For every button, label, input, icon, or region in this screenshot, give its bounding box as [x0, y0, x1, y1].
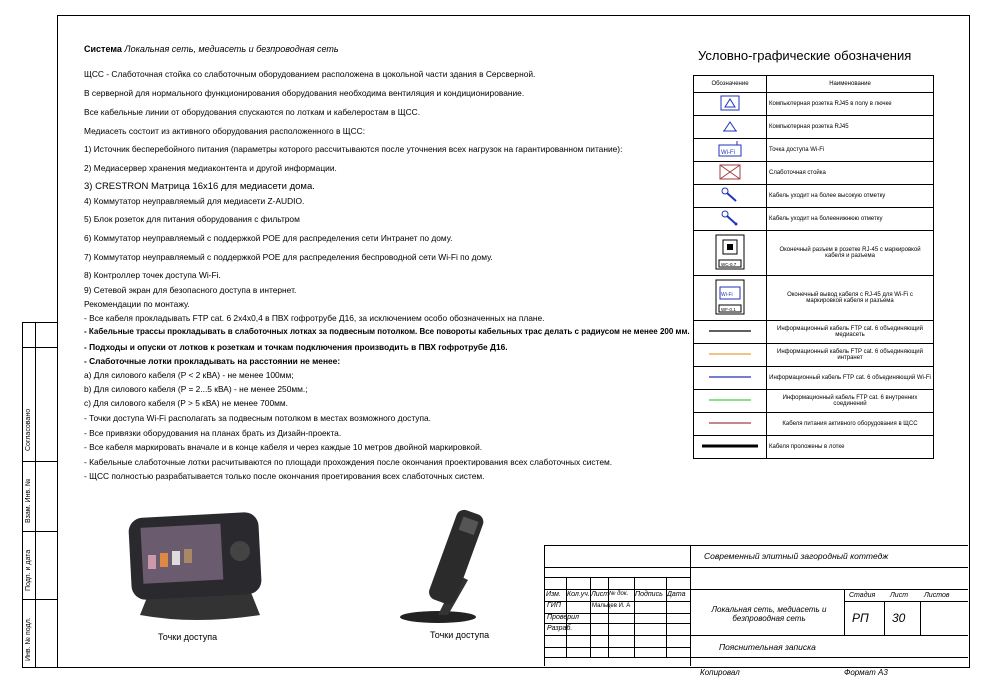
- approved-label: Согласовано: [25, 408, 32, 451]
- rack-icon: [694, 162, 767, 185]
- system-label: Система: [84, 44, 122, 54]
- body-line: - Все кабеля маркировать вначале и в конце кабеля и через каждые 10 метров двойной маркировкой.: [84, 442, 483, 452]
- legend-item-name: Кабель уходит на болеенижнюю отметку: [767, 208, 934, 231]
- legend-row: [694, 116, 934, 139]
- hdr-list: Лист: [591, 591, 610, 598]
- cable-line: [694, 367, 767, 390]
- body-line: 8) Контроллер точек доступа Wi-Fi.: [84, 270, 221, 280]
- body-line: ЩСС - Слаботочная стойка со слаботочным оборудованием расположена в цокольной части здания в Серсверной.: [84, 69, 536, 79]
- cable-down-icon: [694, 208, 767, 231]
- body-line: 7) Коммутатор неуправляемый с поддержкой POE для распределения беспроводной сети Wi-Fi по дому.: [84, 252, 493, 262]
- left-stamp-strip: [22, 322, 58, 668]
- legend-row: [694, 231, 934, 276]
- legend-item-name: Оконечный разъем в розетке RJ-45 с маркировкой кабеля и разъема: [767, 231, 934, 276]
- legend-row: [694, 208, 934, 231]
- cable-line: [694, 413, 767, 436]
- body-line: - Подходы и опуски от лотков к розеткам и точкам подключения производить в ПВХ гофротрубе Д16.: [84, 342, 508, 352]
- sheet-value: 30: [892, 611, 906, 625]
- legend-col-symbol: Обозначение: [694, 76, 767, 93]
- terminal-wifi-icon: [694, 276, 767, 321]
- body-line: a) Для силового кабеля (P < 2 кВА) - не менее 100мм;: [84, 370, 294, 380]
- wifi-access-point-icon: [694, 139, 767, 162]
- section-title: Локальная сеть, медиасеть и безпроводная сеть: [711, 605, 827, 623]
- hdr-kol: Кол.уч.: [567, 591, 590, 598]
- legend-item-name: Кабеля питания активного оборудования в ЩСС: [767, 413, 934, 436]
- body-line: 1) Источник бесперебойного питания (параметры которого рассчитываются после уточнения всех нагрузок на гарантированном питание):: [84, 144, 623, 154]
- legend-item-name: Компьютерная розетка RJ45: [767, 116, 934, 139]
- body-line: c) Для силового кабеля (P > 5 кВА) не менее 700мм.: [84, 398, 288, 408]
- touch-panel-image: [120, 505, 270, 627]
- legend-item-name: Информационный кабель FTP cat. 6 внутренних соединений: [767, 390, 934, 413]
- body-line: b) Для силового кабеля (P = 2...5 кВА) - не менее 250мм.;: [84, 384, 308, 394]
- body-line: 3) CRESTRON Матрица 16x16 для медиасети дома.: [84, 181, 315, 192]
- cable-line: [694, 321, 767, 344]
- legend-item-name: Слаботочная стойка: [767, 162, 934, 185]
- svg-text:Wi-Fi: Wi-Fi: [721, 150, 735, 156]
- svg-text:Wi-Fi: Wi-Fi: [721, 292, 733, 298]
- legend-row: [694, 367, 934, 390]
- body-line: - ЩСС полностью разрабатывается только после окончания проетирования всех слаботочных систем.: [84, 471, 485, 481]
- replace-inv-label: Взам. Инв. №: [25, 478, 32, 523]
- cable-line: [694, 344, 767, 367]
- body-line: Медиасеть состоит из активного оборудования расположенного в ЩСС:: [84, 126, 366, 136]
- legend-item-name: Информационный кабель FTP cat. 6 объединяющий интранет: [767, 344, 934, 367]
- body-line: Все кабельные линии от оборудования спускаются по лоткам и кабелеростам в ЩСС.: [84, 107, 421, 117]
- rj45-floor-socket-icon: [694, 93, 767, 116]
- legend-row: [694, 93, 934, 116]
- legend-row: [694, 390, 934, 413]
- legend-title: Условно-графические обозначения: [698, 48, 912, 63]
- legend-item-name: Информационный кабель FTP cat. 6 объединяющий Wi-Fi: [767, 367, 934, 390]
- sign-date-label: Подп. и дата: [25, 549, 32, 591]
- hdr-izm: Изм.: [546, 591, 561, 598]
- body-line: - Кабельные слаботочные лотки расчитываются по площади прохождения после окончания проектирования всех слаботочных систем.: [84, 457, 613, 467]
- body-line: - Кабельные трассы прокладывать в слаботочных лотках за подвесным потолком. Все повороты кабельных трас делать с радиусом не менее 200 мм.: [84, 327, 690, 336]
- sheets-header: Листов: [924, 592, 950, 599]
- sheet-header: Лист: [890, 592, 909, 599]
- terminal-rj45-icon: [694, 231, 767, 276]
- hdr-sign: Подпись: [635, 591, 663, 598]
- legend-row: [694, 276, 934, 321]
- svg-text:WC-0.7: WC-0.7: [721, 262, 737, 267]
- body-line: 6) Коммутатор неуправляемый с поддержкой POE для распределения сети Интранет по дому.: [84, 233, 453, 243]
- legend-item-name: Компьютерная розетка RJ45 в полу в лючке: [767, 93, 934, 116]
- legend-row: [694, 185, 934, 208]
- hdr-date: Дата: [667, 591, 686, 598]
- body-line: 4) Коммутатор неуправляемый для медиасети Z-AUDIO.: [84, 196, 305, 206]
- system-title: Локальная сеть, медиасеть и безпроводная сеть: [124, 44, 339, 54]
- body-line: - Все кабеля прокладывать FTP cat. 6 2x4x0,4 в ПВХ гофротрубе Д16, за исключением особо обозначенных на плане.: [84, 313, 545, 323]
- role-checked: Проверил: [547, 614, 579, 621]
- body-line: - Слаботочные лотки прокладывать на расстоянии не менее:: [84, 356, 341, 366]
- legend-col-name: Наименование: [767, 76, 934, 93]
- rj45-socket-icon: [694, 116, 767, 139]
- legend-item-name: Кабеля проложены в лотке: [767, 436, 934, 459]
- legend-item-name: Точка доступа Wi-Fi: [767, 139, 934, 162]
- svg-text:WF-0.1: WF-0.1: [721, 307, 736, 312]
- cable-up-icon: [694, 185, 767, 208]
- legend-row: [694, 139, 934, 162]
- device-caption-2: Точки доступа: [430, 630, 490, 640]
- stage-header: Стадия: [849, 592, 876, 599]
- body-line: - Точки доступа Wi-Fi располагать за подвесным потолком в местах возможного доступа.: [84, 413, 431, 423]
- cable-line: [694, 390, 767, 413]
- role-gip: ГИП: [547, 602, 561, 609]
- legend-row: [694, 321, 934, 344]
- system-heading: [84, 44, 339, 54]
- inv-orig-label: Инв. № подл.: [25, 617, 32, 661]
- title-block: [544, 545, 968, 677]
- cable-line-thick: [694, 436, 767, 459]
- legend-item-name: Кабель уходит на более высокую отметку: [767, 185, 934, 208]
- doc-type: Пояснительная записка: [719, 642, 816, 652]
- legend-table: [693, 75, 934, 459]
- body-line: В серверной для нормального функционирования оборудования необходима вентиляция и кондиционирование.: [84, 88, 525, 98]
- body-line: - Все привязки оборудования на планах брать из Дизайн-проекта.: [84, 428, 342, 438]
- legend-row: [694, 344, 934, 367]
- legend-row: [694, 162, 934, 185]
- body-line: 5) Блок розеток для питания оборудования с фильтром: [84, 214, 300, 224]
- hdr-doc: № док.: [609, 591, 629, 597]
- copied-label: Копировал: [700, 668, 740, 677]
- format-label: Формат А3: [844, 668, 888, 677]
- remote-control-image: [398, 505, 498, 627]
- body-line: 9) Сетевой экран для безопасного доступа в интернет.: [84, 285, 297, 295]
- legend-item-name: Информационный кабель FTP cat. 6 объединяющий медиасеть: [767, 321, 934, 344]
- body-line: Рекомендации по монтажу.: [84, 299, 190, 309]
- project-name: Современный элитный загородный коттедж: [704, 551, 889, 561]
- device-caption-1: Точки доступа: [158, 632, 218, 642]
- gip-name: Мальцев И. А: [592, 603, 631, 609]
- legend-item-name: Оконечный вывод кабеля с RJ-45 для Wi-Fi с маркировкой кабеля и разъема: [767, 276, 934, 321]
- body-line: 2) Медиасервер хранения медиаконтента и другой информации.: [84, 163, 337, 173]
- legend-row: [694, 413, 934, 436]
- stage-value: РП: [852, 611, 869, 625]
- legend-row: [694, 436, 934, 459]
- role-developed: Разраб.: [547, 625, 573, 632]
